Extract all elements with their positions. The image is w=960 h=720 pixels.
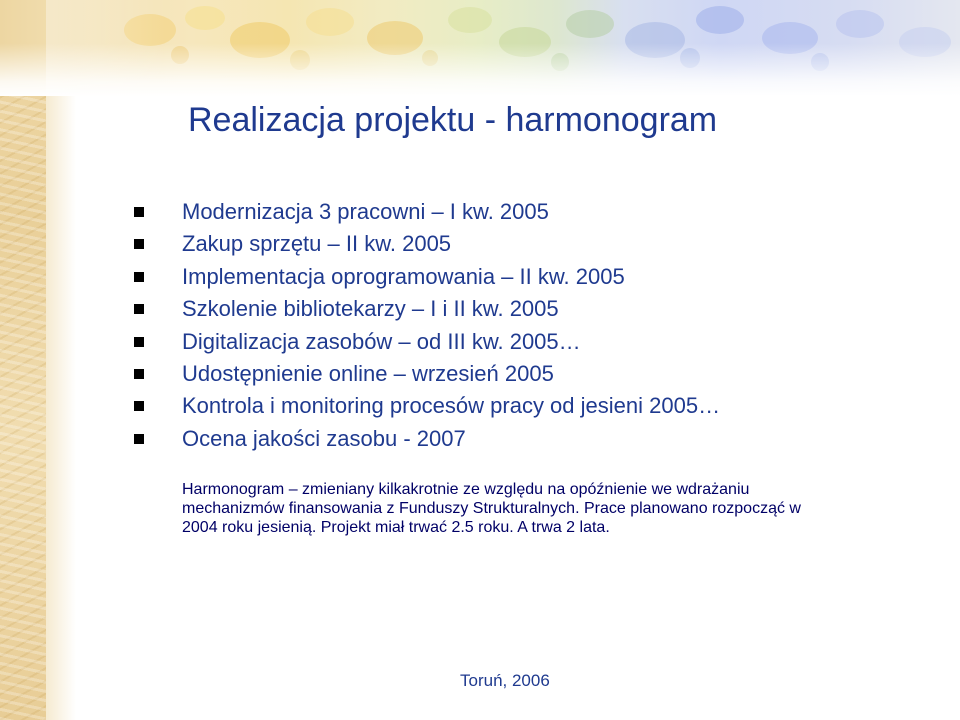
bullet-list (130, 196, 930, 455)
bullet-item (130, 326, 930, 358)
square-bullet-icon (134, 239, 144, 249)
square-bullet-icon (134, 401, 144, 411)
bullet-text: Modernizacja 3 pracowni – I kw. 2005 (182, 199, 549, 224)
banner-left-fade (46, 0, 166, 96)
bullet-text: Digitalizacja zasobów – od III kw. 2005… (182, 328, 581, 354)
schedule-note: Harmonogram – zmieniany kilkakrotnie ze względu na opóźnienie we wdrażaniu mechanizmów finansowania z Funduszy Strukturalnych. Prace planowano rozpocząć w 2004 roku jesienią. Projekt miał trwać 2.5 roku. A trwa 2 lata. (182, 481, 801, 536)
slide-title: Realizacja projektu - harmonogram (188, 101, 718, 139)
bullet-item (130, 293, 930, 325)
square-bullet-icon (134, 272, 144, 282)
bullet-text: Zakup sprzętu – II kw. 2005 (182, 231, 452, 257)
bullet-text: Kontrola i monitoring procesów pracy od jesieni 2005… (182, 393, 721, 419)
square-bullet-icon (134, 337, 144, 347)
square-bullet-icon (134, 207, 144, 217)
bullet-item (130, 423, 930, 455)
bullet-item (130, 228, 930, 260)
square-bullet-icon (134, 304, 144, 314)
left-strip-fade (46, 80, 76, 720)
top-flower-banner (0, 0, 960, 96)
bullet-text: Implementacja oprogramowania – II kw. 2005 (182, 263, 625, 289)
bullet-item (130, 390, 930, 422)
bullet-text: Udostępnienie online – wrzesień 2005 (182, 360, 554, 386)
bullet-item (130, 261, 930, 293)
square-bullet-icon (134, 369, 144, 379)
square-bullet-icon (134, 434, 144, 444)
footer-place-date: Toruń, 2006 (460, 671, 550, 690)
left-decorative-strip (0, 0, 46, 720)
bullet-text: Ocena jakości zasobu - 2007 (182, 425, 466, 451)
bullet-text: Szkolenie bibliotekarzy – I i II kw. 2005 (182, 296, 559, 322)
bullet-item (130, 196, 930, 228)
bullet-item (130, 358, 930, 390)
